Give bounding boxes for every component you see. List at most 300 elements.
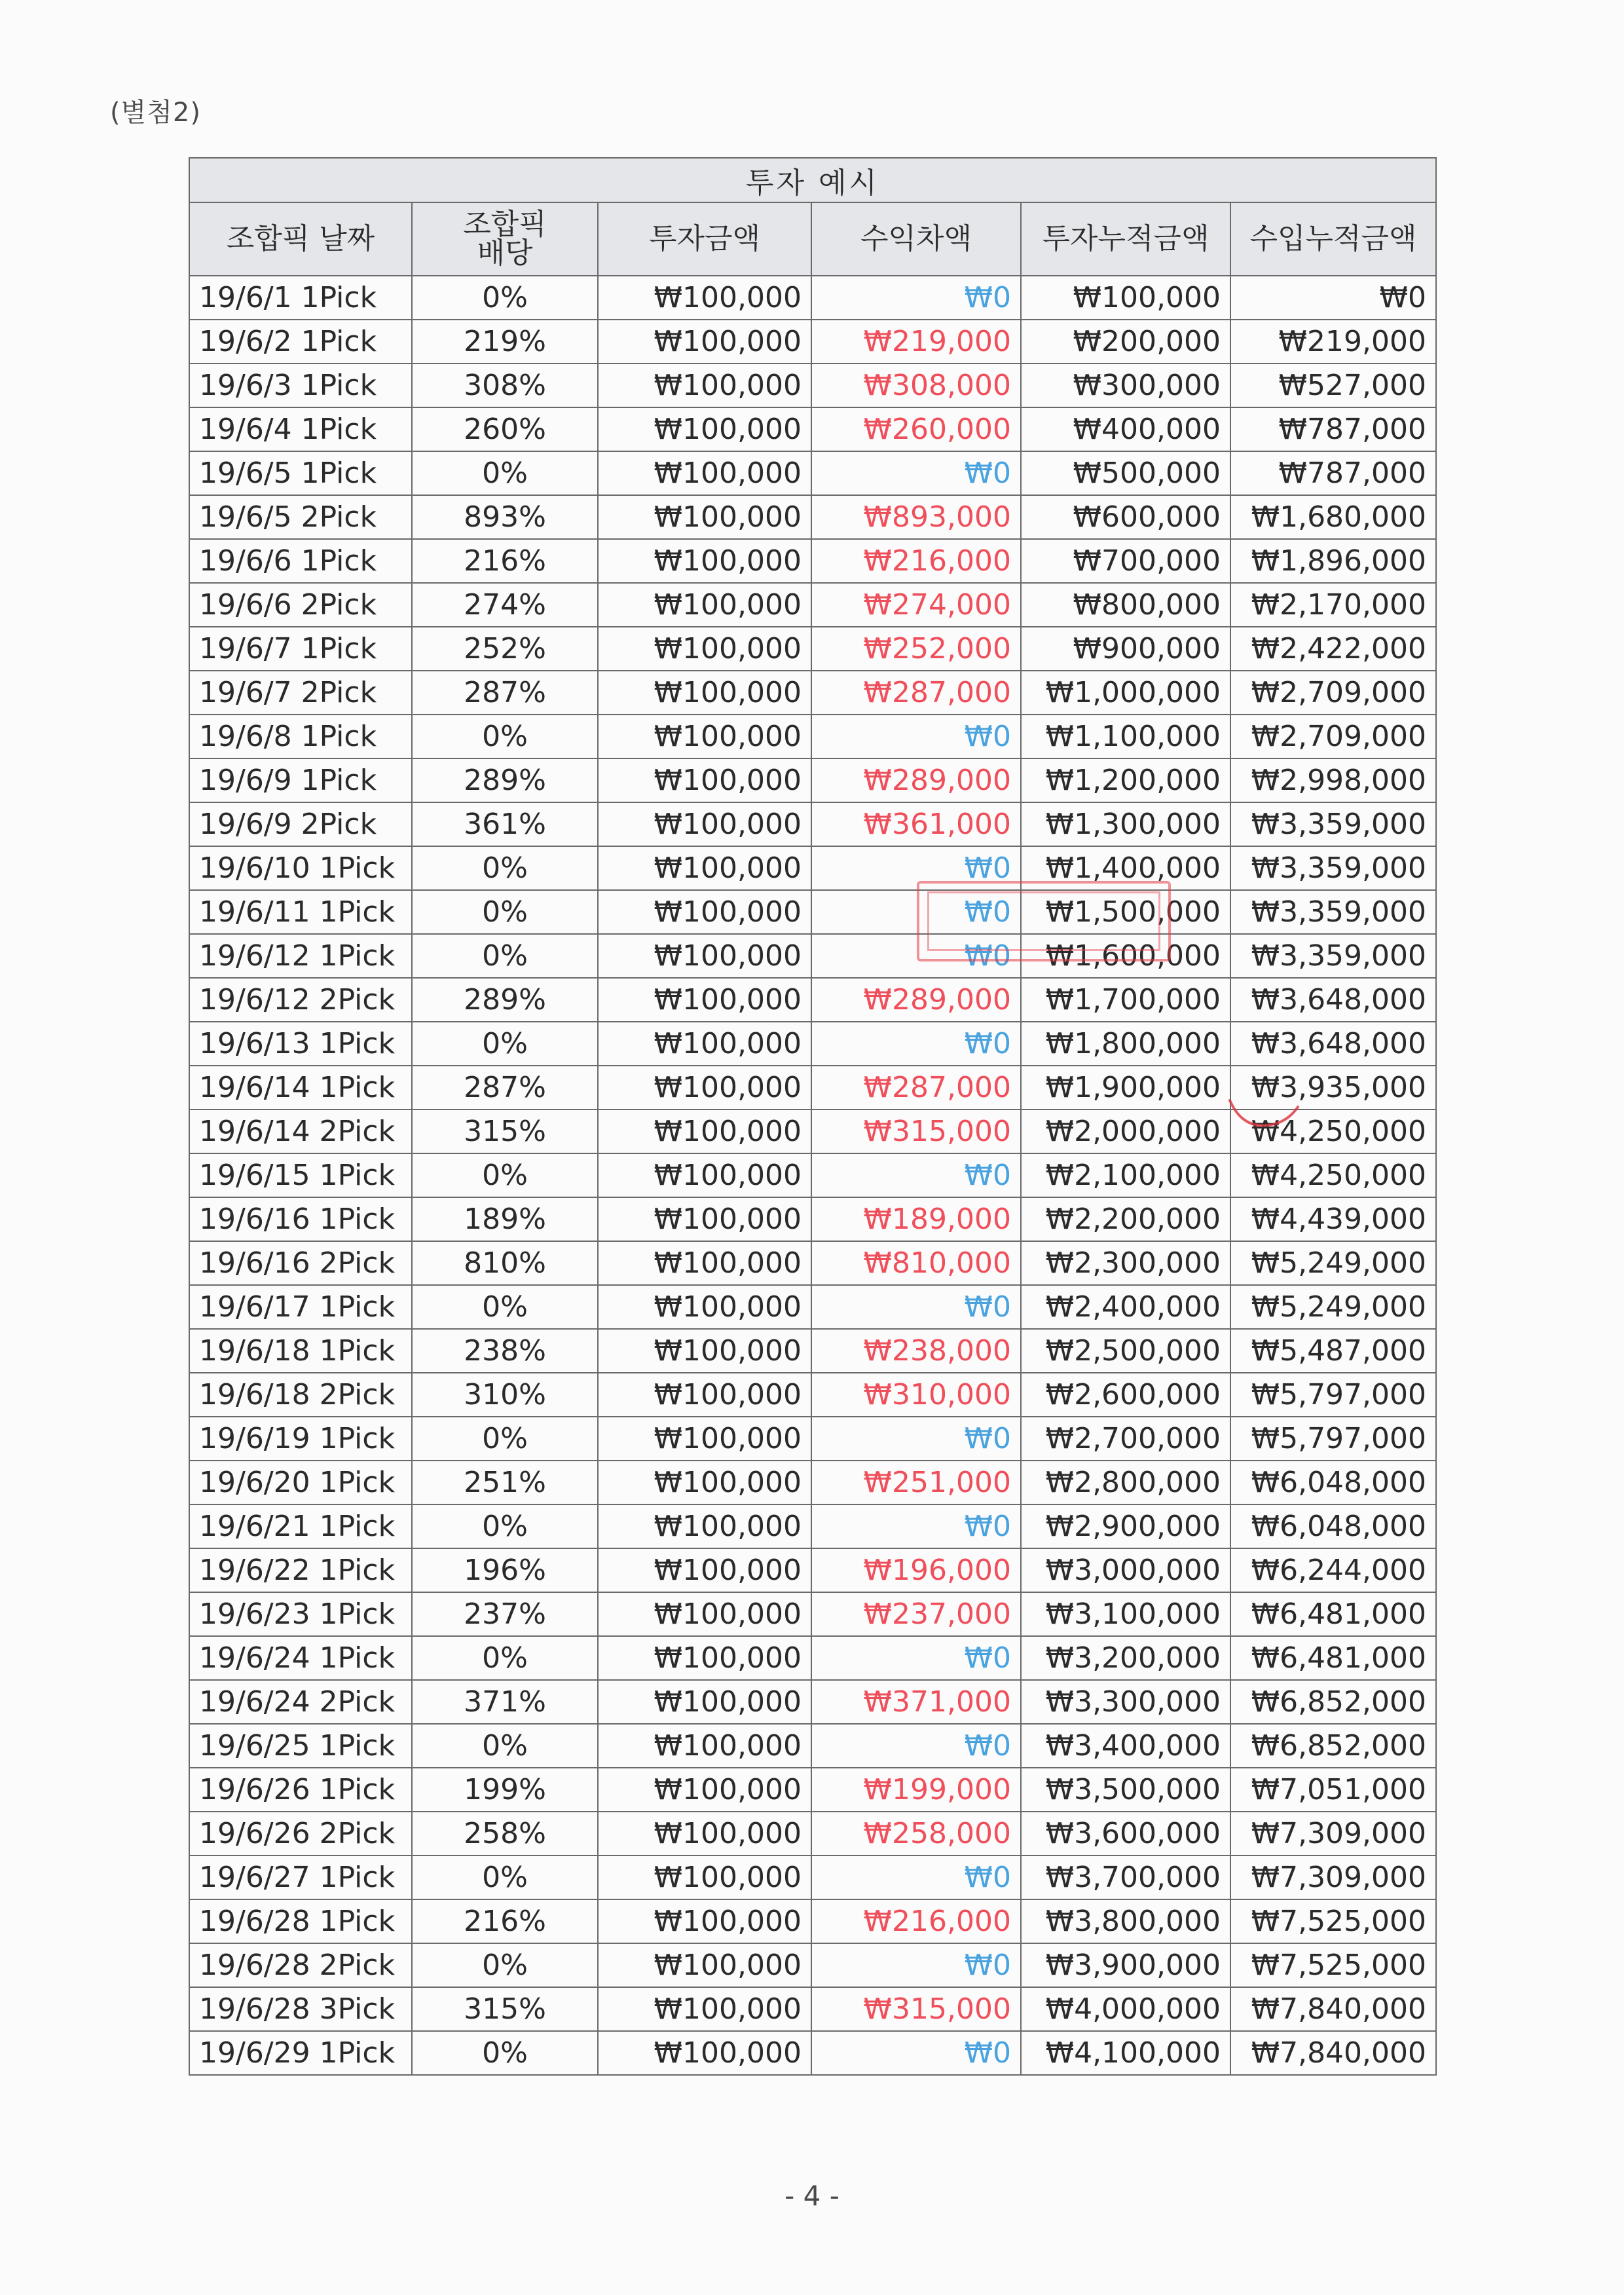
cell-odds: 310% — [412, 1373, 598, 1417]
table-row — [189, 1110, 1436, 1153]
cell-diff: ₩308,000 — [811, 364, 1021, 407]
cell-diff: ₩810,000 — [811, 1241, 1021, 1285]
cell-cum-income: ₩1,896,000 — [1230, 539, 1436, 583]
cell-date: 19/6/16 2Pick — [189, 1241, 412, 1285]
cell-invest: ₩100,000 — [598, 2031, 811, 2075]
cell-date: 19/6/16 1Pick — [189, 1197, 412, 1241]
table-row — [189, 1812, 1436, 1856]
cell-date: 19/6/26 2Pick — [189, 1812, 412, 1856]
cell-diff: ₩0 — [811, 2031, 1021, 2075]
cell-diff: ₩0 — [811, 934, 1021, 978]
cell-date: 19/6/24 1Pick — [189, 1636, 412, 1680]
cell-date: 19/6/22 1Pick — [189, 1548, 412, 1592]
cell-cum-income: ₩6,852,000 — [1230, 1680, 1436, 1724]
cell-cum-income: ₩6,048,000 — [1230, 1504, 1436, 1548]
cell-diff: ₩0 — [811, 1943, 1021, 1987]
cell-diff: ₩0 — [811, 451, 1021, 495]
table-row — [189, 451, 1436, 495]
cell-diff: ₩258,000 — [811, 1812, 1021, 1856]
cell-diff: ₩0 — [811, 1724, 1021, 1768]
cell-cum-income: ₩7,525,000 — [1230, 1899, 1436, 1943]
cell-cum-invest: ₩500,000 — [1021, 451, 1230, 495]
cell-cum-income: ₩787,000 — [1230, 451, 1436, 495]
cell-invest: ₩100,000 — [598, 934, 811, 978]
table-row — [189, 890, 1436, 934]
cell-odds: 287% — [412, 1066, 598, 1110]
cell-odds: 371% — [412, 1680, 598, 1724]
cell-odds: 237% — [412, 1592, 598, 1636]
cell-cum-invest: ₩900,000 — [1021, 627, 1230, 671]
cell-odds: 216% — [412, 539, 598, 583]
cell-date: 19/6/28 3Pick — [189, 1987, 412, 2031]
cell-odds: 289% — [412, 978, 598, 1022]
header-diff: 수익차액 — [811, 202, 1021, 276]
cell-cum-invest: ₩1,400,000 — [1021, 846, 1230, 890]
cell-cum-invest: ₩300,000 — [1021, 364, 1230, 407]
cell-cum-income: ₩3,935,000 — [1230, 1066, 1436, 1110]
cell-invest: ₩100,000 — [598, 1548, 811, 1592]
cell-cum-invest: ₩2,000,000 — [1021, 1110, 1230, 1153]
cell-odds: 308% — [412, 364, 598, 407]
cell-diff: ₩260,000 — [811, 407, 1021, 451]
cell-invest: ₩100,000 — [598, 1241, 811, 1285]
cell-cum-income: ₩3,359,000 — [1230, 802, 1436, 846]
cell-date: 19/6/1 1Pick — [189, 276, 412, 320]
table-row — [189, 2031, 1436, 2075]
cell-date: 19/6/21 1Pick — [189, 1504, 412, 1548]
table-row — [189, 495, 1436, 539]
cell-date: 19/6/28 1Pick — [189, 1899, 412, 1943]
cell-odds: 260% — [412, 407, 598, 451]
cell-invest: ₩100,000 — [598, 1197, 811, 1241]
header-cum-invest: 투자누적금액 — [1021, 202, 1230, 276]
cell-invest: ₩100,000 — [598, 1680, 811, 1724]
cell-cum-invest: ₩3,600,000 — [1021, 1812, 1230, 1856]
cell-date: 19/6/18 2Pick — [189, 1373, 412, 1417]
cell-cum-income: ₩4,250,000 — [1230, 1153, 1436, 1197]
table-row — [189, 1373, 1436, 1417]
cell-date: 19/6/5 2Pick — [189, 495, 412, 539]
cell-diff: ₩216,000 — [811, 1899, 1021, 1943]
attachment-label: (별첨2) — [110, 98, 201, 128]
table-row — [189, 1329, 1436, 1373]
table-row — [189, 583, 1436, 627]
cell-diff: ₩238,000 — [811, 1329, 1021, 1373]
cell-date: 19/6/9 2Pick — [189, 802, 412, 846]
cell-cum-invest: ₩2,700,000 — [1021, 1417, 1230, 1461]
cell-invest: ₩100,000 — [598, 1110, 811, 1153]
cell-invest: ₩100,000 — [598, 1504, 811, 1548]
cell-invest: ₩100,000 — [598, 715, 811, 758]
cell-diff: ₩287,000 — [811, 1066, 1021, 1110]
cell-cum-income: ₩3,648,000 — [1230, 1022, 1436, 1066]
cell-invest: ₩100,000 — [598, 1768, 811, 1812]
cell-diff: ₩237,000 — [811, 1592, 1021, 1636]
cell-odds: 0% — [412, 1417, 598, 1461]
cell-diff: ₩361,000 — [811, 802, 1021, 846]
cell-diff: ₩371,000 — [811, 1680, 1021, 1724]
cell-odds: 0% — [412, 451, 598, 495]
cell-date: 19/6/10 1Pick — [189, 846, 412, 890]
cell-cum-income: ₩7,840,000 — [1230, 1987, 1436, 2031]
cell-cum-invest: ₩1,700,000 — [1021, 978, 1230, 1022]
cell-cum-income: ₩2,709,000 — [1230, 715, 1436, 758]
cell-odds: 274% — [412, 583, 598, 627]
table-row — [189, 1153, 1436, 1197]
header-invest: 투자금액 — [598, 202, 811, 276]
cell-cum-invest: ₩2,500,000 — [1021, 1329, 1230, 1373]
cell-cum-invest: ₩2,800,000 — [1021, 1461, 1230, 1504]
table-row — [189, 846, 1436, 890]
table-row — [189, 539, 1436, 583]
cell-cum-income: ₩7,309,000 — [1230, 1812, 1436, 1856]
cell-invest: ₩100,000 — [598, 276, 811, 320]
cell-invest: ₩100,000 — [598, 1592, 811, 1636]
cell-invest: ₩100,000 — [598, 978, 811, 1022]
cell-cum-income: ₩0 — [1230, 276, 1436, 320]
cell-cum-income: ₩4,250,000 — [1230, 1110, 1436, 1153]
cell-odds: 0% — [412, 2031, 598, 2075]
table-row — [189, 758, 1436, 802]
cell-invest: ₩100,000 — [598, 1636, 811, 1680]
cell-invest: ₩100,000 — [598, 1417, 811, 1461]
cell-diff: ₩315,000 — [811, 1987, 1021, 2031]
table-row — [189, 364, 1436, 407]
cell-date: 19/6/14 1Pick — [189, 1066, 412, 1110]
cell-date: 19/6/18 1Pick — [189, 1329, 412, 1373]
cell-date: 19/6/4 1Pick — [189, 407, 412, 451]
table-row — [189, 1197, 1436, 1241]
cell-cum-income: ₩3,648,000 — [1230, 978, 1436, 1022]
investment-table — [189, 157, 1437, 2076]
table-header-row — [189, 202, 1436, 276]
cell-date: 19/6/11 1Pick — [189, 890, 412, 934]
cell-diff: ₩199,000 — [811, 1768, 1021, 1812]
table-row — [189, 1680, 1436, 1724]
cell-odds: 0% — [412, 1636, 598, 1680]
cell-odds: 0% — [412, 1022, 598, 1066]
cell-cum-invest: ₩2,300,000 — [1021, 1241, 1230, 1285]
header-cum-income: 수입누적금액 — [1230, 202, 1436, 276]
cell-invest: ₩100,000 — [598, 539, 811, 583]
cell-date: 19/6/7 1Pick — [189, 627, 412, 671]
table-title-row — [189, 158, 1436, 202]
cell-invest: ₩100,000 — [598, 1856, 811, 1899]
cell-odds: 0% — [412, 1724, 598, 1768]
cell-invest: ₩100,000 — [598, 1066, 811, 1110]
cell-odds: 238% — [412, 1329, 598, 1373]
cell-date: 19/6/12 2Pick — [189, 978, 412, 1022]
table-row — [189, 407, 1436, 451]
cell-odds: 0% — [412, 1943, 598, 1987]
cell-odds: 893% — [412, 495, 598, 539]
cell-cum-invest: ₩3,800,000 — [1021, 1899, 1230, 1943]
cell-date: 19/6/28 2Pick — [189, 1943, 412, 1987]
cell-diff: ₩252,000 — [811, 627, 1021, 671]
cell-date: 19/6/17 1Pick — [189, 1285, 412, 1329]
cell-cum-invest: ₩3,200,000 — [1021, 1636, 1230, 1680]
cell-diff: ₩0 — [811, 715, 1021, 758]
cell-invest: ₩100,000 — [598, 1724, 811, 1768]
cell-odds: 199% — [412, 1768, 598, 1812]
cell-invest: ₩100,000 — [598, 1987, 811, 2031]
cell-date: 19/6/13 1Pick — [189, 1022, 412, 1066]
cell-diff: ₩315,000 — [811, 1110, 1021, 1153]
cell-diff: ₩219,000 — [811, 320, 1021, 364]
cell-cum-invest: ₩2,100,000 — [1021, 1153, 1230, 1197]
cell-cum-invest: ₩1,000,000 — [1021, 671, 1230, 715]
cell-cum-invest: ₩400,000 — [1021, 407, 1230, 451]
cell-invest: ₩100,000 — [598, 1285, 811, 1329]
table-row — [189, 1548, 1436, 1592]
cell-cum-income: ₩4,439,000 — [1230, 1197, 1436, 1241]
cell-cum-income: ₩5,797,000 — [1230, 1373, 1436, 1417]
cell-odds: 0% — [412, 1856, 598, 1899]
cell-odds: 0% — [412, 934, 598, 978]
table-title: 투자 예시 — [189, 158, 1436, 202]
cell-date: 19/6/8 1Pick — [189, 715, 412, 758]
cell-diff: ₩0 — [811, 1153, 1021, 1197]
table-row — [189, 1592, 1436, 1636]
cell-cum-invest: ₩1,100,000 — [1021, 715, 1230, 758]
cell-cum-income: ₩5,249,000 — [1230, 1285, 1436, 1329]
cell-cum-income: ₩7,051,000 — [1230, 1768, 1436, 1812]
cell-cum-invest: ₩1,200,000 — [1021, 758, 1230, 802]
cell-cum-invest: ₩3,500,000 — [1021, 1768, 1230, 1812]
cell-odds: 361% — [412, 802, 598, 846]
cell-odds: 189% — [412, 1197, 598, 1241]
cell-cum-invest: ₩2,200,000 — [1021, 1197, 1230, 1241]
cell-date: 19/6/24 2Pick — [189, 1680, 412, 1724]
cell-diff: ₩0 — [811, 1417, 1021, 1461]
table-row — [189, 320, 1436, 364]
cell-cum-income: ₩2,422,000 — [1230, 627, 1436, 671]
cell-cum-invest: ₩800,000 — [1021, 583, 1230, 627]
cell-diff: ₩196,000 — [811, 1548, 1021, 1592]
cell-date: 19/6/29 1Pick — [189, 2031, 412, 2075]
cell-invest: ₩100,000 — [598, 583, 811, 627]
cell-odds: 0% — [412, 276, 598, 320]
cell-odds: 251% — [412, 1461, 598, 1504]
cell-diff: ₩289,000 — [811, 978, 1021, 1022]
cell-invest: ₩100,000 — [598, 1373, 811, 1417]
cell-odds: 0% — [412, 715, 598, 758]
table-row — [189, 1504, 1436, 1548]
cell-cum-income: ₩6,852,000 — [1230, 1724, 1436, 1768]
cell-cum-invest: ₩1,900,000 — [1021, 1066, 1230, 1110]
cell-invest: ₩100,000 — [598, 1153, 811, 1197]
cell-date: 19/6/5 1Pick — [189, 451, 412, 495]
cell-diff: ₩0 — [811, 890, 1021, 934]
cell-cum-invest: ₩3,900,000 — [1021, 1943, 1230, 1987]
cell-invest: ₩100,000 — [598, 1812, 811, 1856]
cell-date: 19/6/19 1Pick — [189, 1417, 412, 1461]
cell-cum-invest: ₩3,100,000 — [1021, 1592, 1230, 1636]
cell-cum-income: ₩3,359,000 — [1230, 890, 1436, 934]
cell-cum-invest: ₩2,400,000 — [1021, 1285, 1230, 1329]
cell-date: 19/6/6 2Pick — [189, 583, 412, 627]
cell-invest: ₩100,000 — [598, 890, 811, 934]
cell-date: 19/6/14 2Pick — [189, 1110, 412, 1153]
table-row — [189, 1022, 1436, 1066]
table-row — [189, 1461, 1436, 1504]
cell-cum-invest: ₩2,600,000 — [1021, 1373, 1230, 1417]
header-date: 조합픽 날짜 — [189, 202, 412, 276]
cell-cum-invest: ₩700,000 — [1021, 539, 1230, 583]
table-row — [189, 1943, 1436, 1987]
cell-cum-income: ₩6,481,000 — [1230, 1592, 1436, 1636]
cell-cum-income: ₩3,359,000 — [1230, 934, 1436, 978]
cell-diff: ₩0 — [811, 1022, 1021, 1066]
table-row — [189, 934, 1436, 978]
cell-cum-income: ₩5,797,000 — [1230, 1417, 1436, 1461]
cell-cum-income: ₩527,000 — [1230, 364, 1436, 407]
table-row — [189, 978, 1436, 1022]
table-row — [189, 1987, 1436, 2031]
cell-invest: ₩100,000 — [598, 1461, 811, 1504]
cell-date: 19/6/12 1Pick — [189, 934, 412, 978]
table-row — [189, 1724, 1436, 1768]
cell-cum-invest: ₩3,400,000 — [1021, 1724, 1230, 1768]
cell-diff: ₩274,000 — [811, 583, 1021, 627]
cell-odds: 0% — [412, 1504, 598, 1548]
cell-invest: ₩100,000 — [598, 451, 811, 495]
cell-date: 19/6/15 1Pick — [189, 1153, 412, 1197]
cell-invest: ₩100,000 — [598, 802, 811, 846]
cell-date: 19/6/9 1Pick — [189, 758, 412, 802]
table-row — [189, 802, 1436, 846]
cell-cum-income: ₩6,244,000 — [1230, 1548, 1436, 1592]
cell-cum-income: ₩2,170,000 — [1230, 583, 1436, 627]
cell-cum-invest: ₩600,000 — [1021, 495, 1230, 539]
table-row — [189, 1899, 1436, 1943]
cell-diff: ₩287,000 — [811, 671, 1021, 715]
table-row — [189, 276, 1436, 320]
cell-diff: ₩0 — [811, 846, 1021, 890]
cell-cum-income: ₩3,359,000 — [1230, 846, 1436, 890]
cell-date: 19/6/7 2Pick — [189, 671, 412, 715]
header-odds-line1: 조합픽 — [463, 208, 547, 241]
cell-diff: ₩251,000 — [811, 1461, 1021, 1504]
cell-diff: ₩310,000 — [811, 1373, 1021, 1417]
page-number: - 4 - — [784, 2180, 840, 2212]
cell-odds: 216% — [412, 1899, 598, 1943]
cell-cum-invest: ₩2,900,000 — [1021, 1504, 1230, 1548]
cell-cum-income: ₩7,840,000 — [1230, 2031, 1436, 2075]
cell-date: 19/6/27 1Pick — [189, 1856, 412, 1899]
cell-cum-invest: ₩1,300,000 — [1021, 802, 1230, 846]
cell-cum-invest: ₩1,600,000 — [1021, 934, 1230, 978]
cell-invest: ₩100,000 — [598, 1022, 811, 1066]
cell-diff: ₩0 — [811, 1285, 1021, 1329]
cell-cum-invest: ₩3,000,000 — [1021, 1548, 1230, 1592]
cell-odds: 0% — [412, 1285, 598, 1329]
cell-invest: ₩100,000 — [598, 1329, 811, 1373]
cell-cum-income: ₩5,487,000 — [1230, 1329, 1436, 1373]
cell-odds: 196% — [412, 1548, 598, 1592]
cell-cum-income: ₩6,481,000 — [1230, 1636, 1436, 1680]
header-odds-line2: 배당 — [477, 236, 533, 270]
cell-cum-invest: ₩200,000 — [1021, 320, 1230, 364]
cell-invest: ₩100,000 — [598, 846, 811, 890]
cell-invest: ₩100,000 — [598, 495, 811, 539]
cell-cum-income: ₩219,000 — [1230, 320, 1436, 364]
cell-invest: ₩100,000 — [598, 407, 811, 451]
cell-invest: ₩100,000 — [598, 320, 811, 364]
cell-diff: ₩289,000 — [811, 758, 1021, 802]
cell-date: 19/6/2 1Pick — [189, 320, 412, 364]
cell-diff: ₩893,000 — [811, 495, 1021, 539]
cell-odds: 0% — [412, 890, 598, 934]
table-row — [189, 1066, 1436, 1110]
cell-diff: ₩0 — [811, 276, 1021, 320]
cell-date: 19/6/20 1Pick — [189, 1461, 412, 1504]
cell-odds: 287% — [412, 671, 598, 715]
cell-date: 19/6/23 1Pick — [189, 1592, 412, 1636]
cell-cum-invest: ₩100,000 — [1021, 276, 1230, 320]
cell-invest: ₩100,000 — [598, 364, 811, 407]
cell-cum-invest: ₩4,000,000 — [1021, 1987, 1230, 2031]
cell-cum-income: ₩6,048,000 — [1230, 1461, 1436, 1504]
cell-invest: ₩100,000 — [598, 671, 811, 715]
cell-cum-invest: ₩1,500,000 — [1021, 890, 1230, 934]
cell-cum-invest: ₩4,100,000 — [1021, 2031, 1230, 2075]
cell-invest: ₩100,000 — [598, 627, 811, 671]
cell-date: 19/6/6 1Pick — [189, 539, 412, 583]
cell-odds: 258% — [412, 1812, 598, 1856]
cell-date: 19/6/26 1Pick — [189, 1768, 412, 1812]
table-row — [189, 671, 1436, 715]
cell-odds: 315% — [412, 1987, 598, 2031]
cell-diff: ₩0 — [811, 1504, 1021, 1548]
table-body — [189, 276, 1436, 2075]
cell-cum-income: ₩7,309,000 — [1230, 1856, 1436, 1899]
cell-odds: 0% — [412, 846, 598, 890]
table-row — [189, 1285, 1436, 1329]
table-row — [189, 1241, 1436, 1285]
table-row — [189, 715, 1436, 758]
cell-date: 19/6/3 1Pick — [189, 364, 412, 407]
cell-invest: ₩100,000 — [598, 1943, 811, 1987]
cell-odds: 810% — [412, 1241, 598, 1285]
cell-odds: 315% — [412, 1110, 598, 1153]
table-row — [189, 1636, 1436, 1680]
cell-date: 19/6/25 1Pick — [189, 1724, 412, 1768]
cell-diff: ₩216,000 — [811, 539, 1021, 583]
cell-odds: 0% — [412, 1153, 598, 1197]
cell-cum-invest: ₩3,300,000 — [1021, 1680, 1230, 1724]
cell-diff: ₩189,000 — [811, 1197, 1021, 1241]
cell-cum-income: ₩2,709,000 — [1230, 671, 1436, 715]
cell-cum-income: ₩1,680,000 — [1230, 495, 1436, 539]
table-row — [189, 627, 1436, 671]
table-row — [189, 1856, 1436, 1899]
cell-invest: ₩100,000 — [598, 1899, 811, 1943]
table-row — [189, 1417, 1436, 1461]
cell-odds: 219% — [412, 320, 598, 364]
cell-cum-invest: ₩1,800,000 — [1021, 1022, 1230, 1066]
header-odds — [412, 202, 598, 276]
cell-odds: 252% — [412, 627, 598, 671]
cell-invest: ₩100,000 — [598, 758, 811, 802]
table-row — [189, 1768, 1436, 1812]
cell-cum-income: ₩2,998,000 — [1230, 758, 1436, 802]
cell-diff: ₩0 — [811, 1636, 1021, 1680]
cell-cum-invest: ₩3,700,000 — [1021, 1856, 1230, 1899]
cell-cum-income: ₩787,000 — [1230, 407, 1436, 451]
cell-odds: 289% — [412, 758, 598, 802]
cell-cum-income: ₩7,525,000 — [1230, 1943, 1436, 1987]
